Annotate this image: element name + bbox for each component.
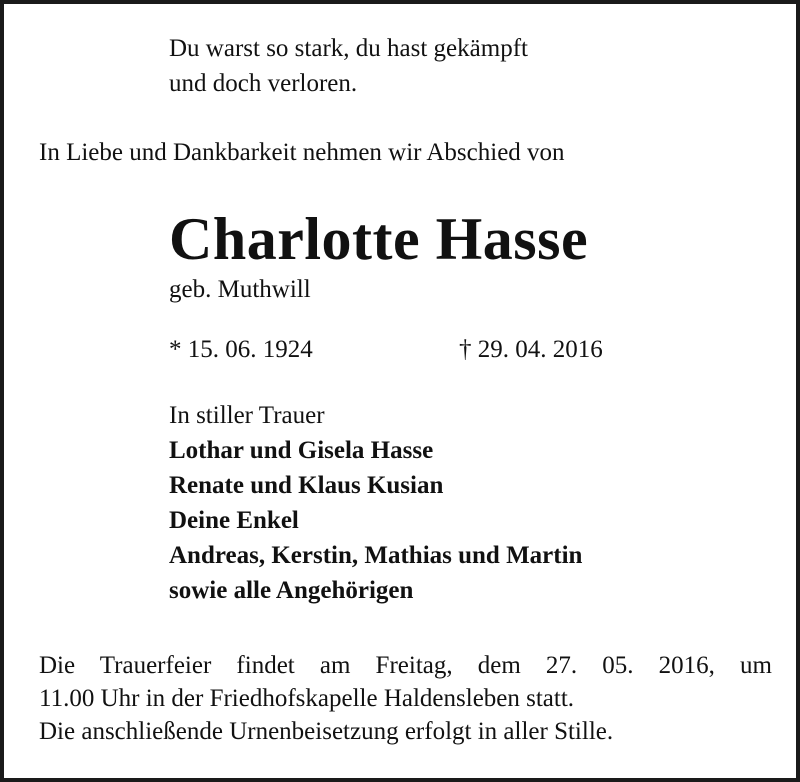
farewell-intro: In Liebe und Dankbarkeit nehmen wir Abschied von [39,139,565,166]
funeral-line-1: Die Trauerfeier findet am Freitag, dem 27. 05. 2016, um [39,652,772,679]
mourner-entry: sowie alle Angehörigen [169,577,414,604]
mourner-entry: Renate und Klaus Kusian [169,472,444,499]
funeral-line-2: 11.00 Uhr in der Friedhofskapelle Haldensleben statt. [39,685,575,712]
mourner-entry: Andreas, Kerstin, Mathias und Martin [169,542,583,569]
verse-line-1: Du warst so stark, du hast gekämpft [169,35,528,62]
mourner-entry: Lothar und Gisela Hasse [169,437,434,464]
funeral-details [39,649,772,748]
deceased-name: Charlotte Hasse [169,206,589,272]
funeral-line-3: Die anschließende Urnenbeisetzung erfolgt in aller Stille. [39,718,614,745]
mourner-entry: Deine Enkel [169,507,299,534]
death-date: † 29. 04. 2016 [459,336,603,363]
birth-date: * 15. 06. 1924 [169,336,313,363]
mourners-intro: In stiller Trauer [169,402,325,429]
verse-line-2: und doch verloren. [169,70,358,97]
maiden-name: geb. Muthwill [169,276,311,303]
